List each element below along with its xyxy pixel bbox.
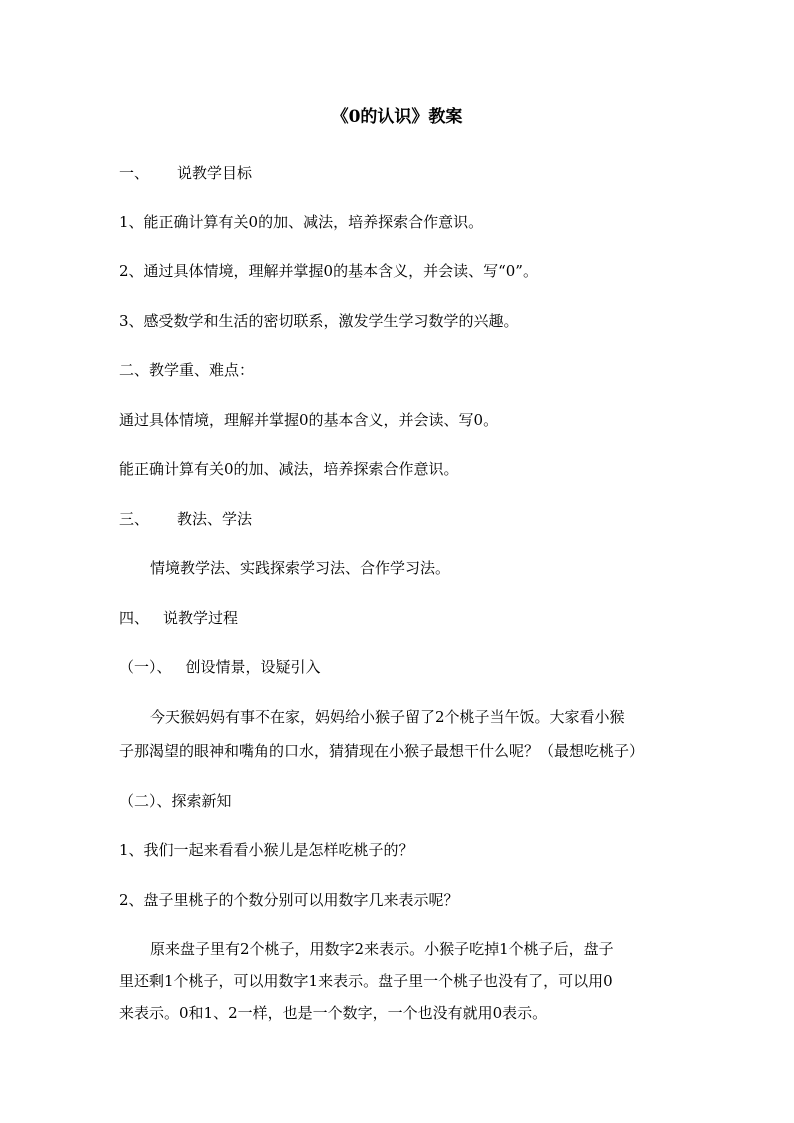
paragraph-line: 来表示。0和1、2一样，也是一个数字，一个也没有就用0表示。 xyxy=(119,1004,548,1022)
paragraph-line: 原来盘子里有2个桃子，用数字2来表示。小猴子吃掉1个桃子后，盘子 xyxy=(150,940,614,958)
objective-item: 1、能正确计算有关0的加、减法，培养探索合作意识。 xyxy=(119,213,484,231)
paragraph-line: 里还剩1个桃子，可以用数字1来表示。盘子里一个桃子也没有了，可以用0 xyxy=(119,972,613,990)
subsection-number: （一）、 xyxy=(119,658,172,676)
section-number: 四、 xyxy=(119,609,150,627)
paragraph-line: 子那渴望的眼神和嘴角的口水，猜猜现在小猴子最想干什么呢？（最想吃桃子） xyxy=(119,742,645,760)
paragraph-line: 今天猴妈妈有事不在家，妈妈给小猴子留了2个桃子当午饭。大家看小猴 xyxy=(150,708,625,726)
explore-item: 2、盘子里桃子的个数分别可以用数字几来表示呢？ xyxy=(119,891,459,909)
section-heading-3 xyxy=(119,508,252,530)
section-heading-1 xyxy=(119,162,252,184)
section-title: 教法、学法 xyxy=(177,510,253,528)
section-number: 三、 xyxy=(119,510,150,528)
subsection-heading-1 xyxy=(119,656,321,678)
method-paragraph: 情境教学法、实践探索学习法、合作学习法。 xyxy=(150,559,451,577)
key-point-item: 通过具体情境，理解并掌握0的基本含义，并会读、写0。 xyxy=(119,411,499,429)
document-title: 《0的认识》教案 xyxy=(331,107,463,127)
section-title: 说教学目标 xyxy=(177,164,253,182)
section-heading-4 xyxy=(119,607,238,629)
section-title: 说教学过程 xyxy=(163,609,239,627)
key-point-item: 能正确计算有关0的加、减法，培养探索合作意识。 xyxy=(119,460,459,478)
explore-item: 1、我们一起来看看小猴儿是怎样吃桃子的？ xyxy=(119,841,414,859)
section-heading-2: 二、教学重、难点： xyxy=(119,361,255,379)
subsection-title: 创设情景，设疑引入 xyxy=(185,658,321,676)
section-number: 一、 xyxy=(119,164,150,182)
objective-item: 3、感受数学和生活的密切联系，激发学生学习数学的兴趣。 xyxy=(119,312,519,330)
subsection-heading-2: （二）、探索新知 xyxy=(119,792,232,810)
objective-item: 2、通过具体情境，理解并掌握0的基本含义，并会读、写“0”。 xyxy=(119,262,538,280)
